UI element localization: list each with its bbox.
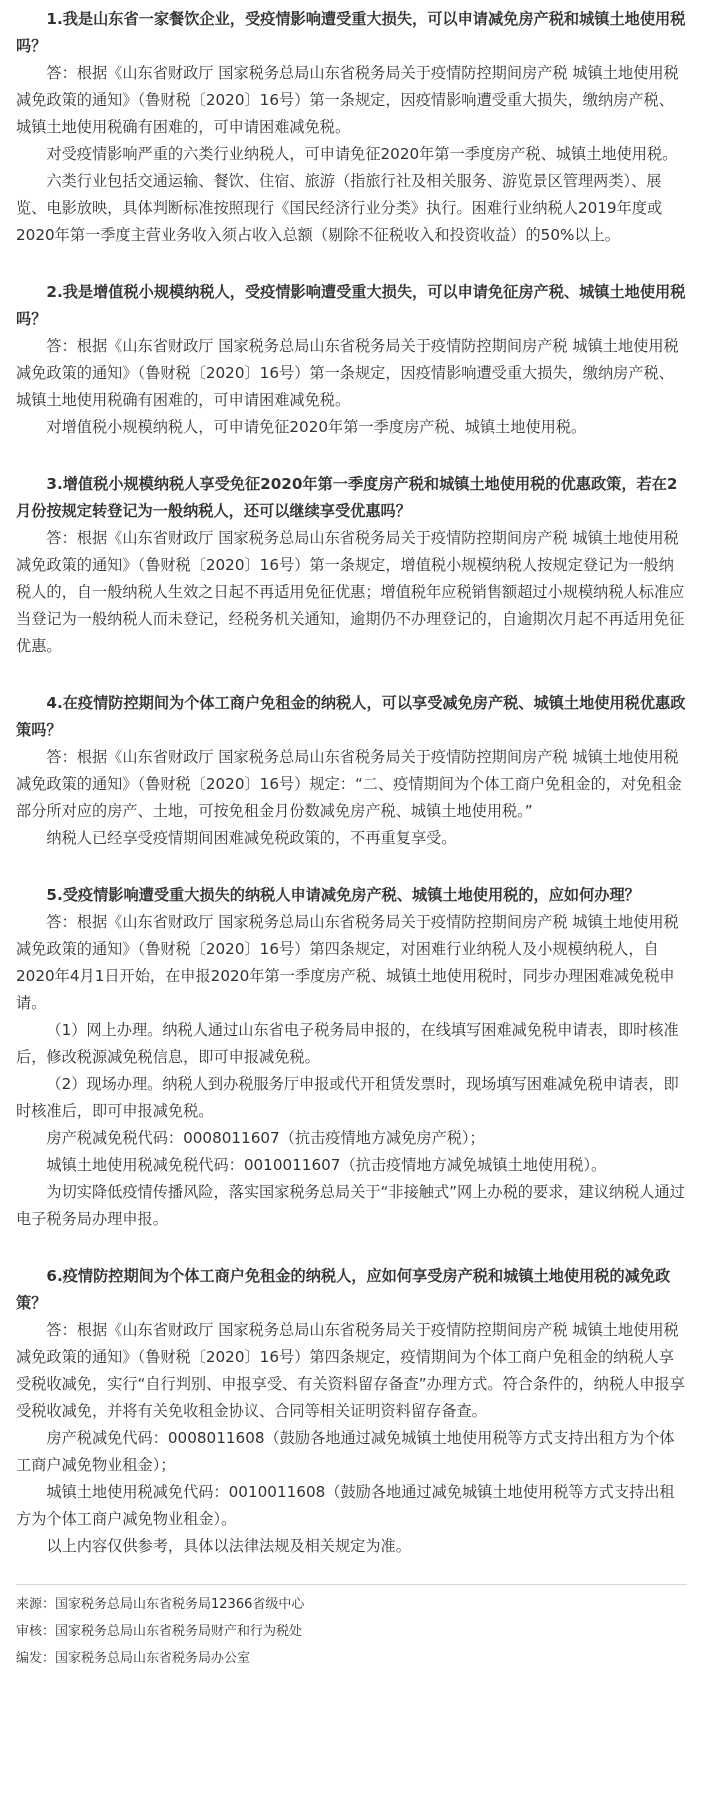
answer-paragraph: 以上内容仅供参考，具体以法律法规及相关规定为准。 [46,1537,411,1555]
answer-paragraph: 纳税人已经享受疫情期间困难减免税政策的，不再重复享受。 [46,829,457,847]
qa-item-3 [16,471,687,660]
section-gap [16,249,687,279]
question-heading: 4.在疫情防控期间为个体工商户免租金的纳税人，可以享受减免房产税、城镇土地使用税优惠政策吗？ [16,694,686,739]
answer-paragraph: 答：根据《山东省财政厅 国家税务总局山东省税务局关于疫情防控期间房产税 城镇土地使用税减免政策的通知》（鲁财税〔2020〕16号）第四条规定，对困难行业纳税人及小规模纳税人，自2020年4月1日开始，在申报2020年第一季度房产税、城镇土地使用税时，同步办理困难减免税申请。 [16,913,679,1012]
answer-paragraph: 城镇土地使用税减免税代码：0010011607（抗击疫情地方减免城镇土地使用税）。 [46,1156,607,1174]
question-heading: 6.疫情防控期间为个体工商户免租金的纳税人，应如何享受房产税和城镇土地使用税的减免政策？ [16,1267,671,1312]
article-footer [16,1585,687,1672]
qa-item-2 [16,279,687,441]
answer-paragraph: 答：根据《山东省财政厅 国家税务总局山东省税务局关于疫情防控期间房产税 城镇土地使用税减免政策的通知》（鲁财税〔2020〕16号）第一条规定，因疫情影响遭受重大损失，缴纳房产税、城镇土地使用税确有困难的，可申请困难减免税。 [16,64,679,136]
answer-paragraph: （1）网上办理。纳税人通过山东省电子税务局申报的，在线填写困难减免税申请表，即时核准后，修改税源减免税信息，即可申报减免税。 [16,1021,679,1066]
answer-paragraph: 答：根据《山东省财政厅 国家税务总局山东省税务局关于疫情防控期间房产税 城镇土地使用税减免政策的通知》（鲁财税〔2020〕16号）第四条规定，疫情期间为个体工商户免租金的纳税人享受税收减免，实行“自行判别、申报享受、有关资料留存备查”办理方式。符合条件的，纳税人申报享受税收减免，并将有关免收租金协议、合同等相关证明资料留存备查。 [16,1321,685,1420]
qa-item-5 [16,882,687,1233]
answer-paragraph: 答：根据《山东省财政厅 国家税务总局山东省税务局关于疫情防控期间房产税 城镇土地使用税减免政策的通知》（鲁财税〔2020〕16号）规定：“二、疫情期间为个体工商户免租金的，对免租金部分所对应的房产、土地，可按免租金月份数减免房产税、城镇土地使用税。” [16,748,682,820]
answer-paragraph: 六类行业包括交通运输、餐饮、住宿、旅游（指旅行社及相关服务、游览景区管理两类）、展览、电影放映，具体判断标准按照现行《国民经济行业分类》执行。困难行业纳税人2019年度或2020年第一季度主营业务收入须占收入总额（剔除不征税收入和投资收益）的50%以上。 [16,172,663,244]
source-line: 来源：国家税务总局山东省税务局12366省级中心 [16,1597,305,1612]
question-heading: 2.我是增值税小规模纳税人，受疫情影响遭受重大损失，可以申请免征房产税、城镇土地使用税吗？ [16,283,686,328]
answer-paragraph: 房产税减免税代码：0008011607（抗击疫情地方减免房产税）； [46,1129,485,1147]
editor-line: 编发：国家税务总局山东省税务局办公室 [16,1651,251,1666]
section-gap [16,441,687,471]
question-heading: 1.我是山东省一家餐饮企业，受疫情影响遭受重大损失，可以申请减免房产税和城镇土地使用税吗？ [16,10,686,55]
review-line: 审核：国家税务总局山东省税务局财产和行为税处 [16,1624,303,1639]
answer-paragraph: 城镇土地使用税减免代码：0010011608（鼓励各地通过减免城镇土地使用税等方式支持出租方为个体工商户减免物业租金）。 [16,1483,675,1528]
section-gap [16,852,687,882]
answer-paragraph: 对受疫情影响严重的六类行业纳税人，可申请免征2020年第一季度房产税、城镇土地使用税。 [46,145,678,163]
answer-paragraph: 房产税减免代码：0008011608（鼓励各地通过减免城镇土地使用税等方式支持出租方为个体工商户减免物业租金）； [16,1429,675,1474]
question-heading: 3.增值税小规模纳税人享受免征2020年第一季度房产税和城镇土地使用税的优惠政策，若在2月份按规定转登记为一般纳税人，还可以继续享受优惠吗？ [16,475,678,520]
question-heading: 5.受疫情影响遭受重大损失的纳税人申请减免房产税、城镇土地使用税的，应如何办理？ [46,886,640,904]
answer-paragraph: 为切实降低疫情传播风险，落实国家税务总局关于“非接触式”网上办税的要求，建议纳税人通过电子税务局办理申报。 [16,1183,685,1228]
section-gap [16,660,687,690]
answer-paragraph: 答：根据《山东省财政厅 国家税务总局山东省税务局关于疫情防控期间房产税 城镇土地使用税减免政策的通知》（鲁财税〔2020〕16号）第一条规定，因疫情影响遭受重大损失，缴纳房产税、城镇土地使用税确有困难的，可申请困难减免税。 [16,337,679,409]
answer-paragraph: 对增值税小规模纳税人，可申请免征2020年第一季度房产税、城镇土地使用税。 [46,418,587,436]
qa-item-4 [16,690,687,852]
qa-item-1 [16,6,687,249]
section-gap [16,1233,687,1263]
answer-paragraph: 答：根据《山东省财政厅 国家税务总局山东省税务局关于疫情防控期间房产税 城镇土地使用税减免政策的通知》（鲁财税〔2020〕16号）第一条规定，增值税小规模纳税人按规定登记为一般纳税人的，自一般纳税人生效之日起不再适用免征优惠；增值税年应税销售额超过小规模纳税人标准应当登记为一般纳税人而未登记，经税务机关通知，逾期仍不办理登记的，自逾期次月起不再适用免征优惠。 [16,529,685,655]
answer-paragraph: （2）现场办理。纳税人到办税服务厅申报或代开租赁发票时，现场填写困难减免税申请表，即时核准后，即可申报减免税。 [16,1075,679,1120]
qa-item-6 [16,1263,687,1560]
